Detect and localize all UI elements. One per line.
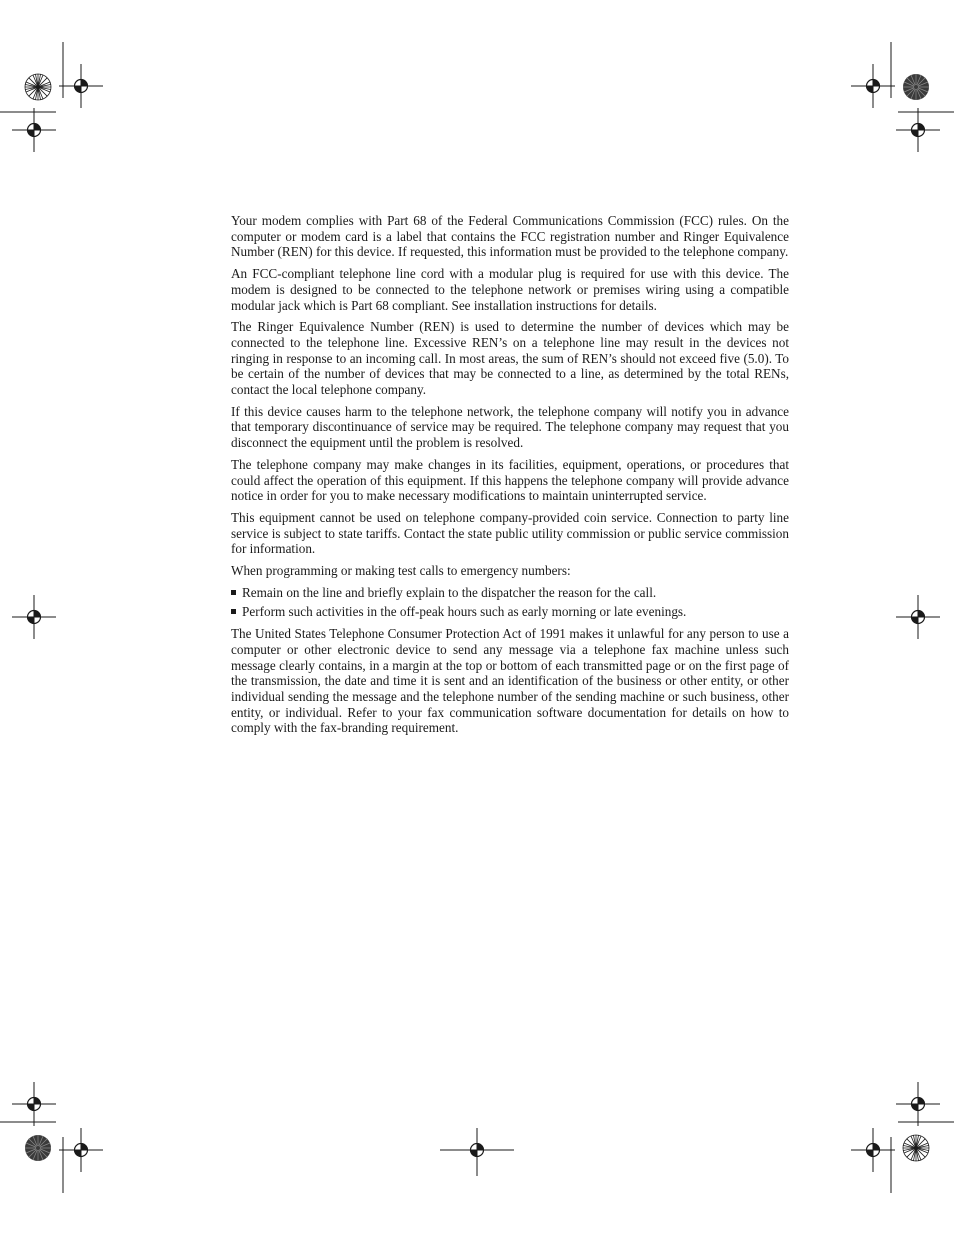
color-wheel-icon [903, 74, 929, 100]
paragraph-emergency-intro: When programming or making test calls to emergency numbers: [231, 563, 571, 579]
registration-mark-icon [896, 1082, 940, 1126]
registration-mark-icon [12, 595, 56, 639]
square-bullet-icon [231, 590, 236, 595]
registration-mark-icon [12, 108, 56, 152]
emergency-bullet-list [231, 585, 789, 620]
color-wheel-icon [903, 1135, 929, 1161]
paragraph-fcc-part68: Your modem complies with Part 68 of the Federal Communications Commission (FCC) rules. On the computer or modem card is a label that contains the FCC registration number and Ringer Equivalence Number (REN) for this device. If requested, this information must be provided to the telephone company. [231, 213, 789, 260]
registration-mark-icon [896, 108, 940, 152]
paragraph-tcpa: The United States Telephone Consumer Protection Act of 1991 makes it unlawful for any person to use a computer or other electronic device to send any message via a telephone fax machine unless such message clearly contains, in a margin at the top or bottom of each transmitted page or on the first page of the transmission, the date and time it is sent and an identification of the business or other entity, or other individual sending the message and the telephone number of the sending machine or such business, other entity, or individual. Refer to your fax communication software documentation for details on how to comply with the fax-branding requirement. [231, 626, 789, 736]
color-wheel-icon [25, 74, 51, 100]
fcc-compliance-text [231, 213, 789, 742]
list-item-text: Remain on the line and briefly explain to the dispatcher the reason for the call. [242, 584, 657, 600]
square-bullet-icon [231, 609, 236, 614]
paragraph-coin-service: This equipment cannot be used on telephone company-provided coin service. Connection to party line service is subject to state tariffs. Contact the state public utility commission or public service commission for information. [231, 509, 789, 557]
color-wheel-icon [25, 1135, 51, 1161]
paragraph-facility-changes: The telephone company may make changes in its facilities, equipment, operations, or procedures that could affect the operation of this equipment. If this happens the telephone company will provide advance notice in order for you to make necessary modifications to maintain uninterrupted service. [231, 456, 789, 504]
paragraph-ren: The Ringer Equivalence Number (REN) is used to determine the number of devices which may be connected to the telephone line. Excessive REN’s on a telephone line may result in the devices not ringing in response to an incoming call. In most areas, the sum of REN’s should not exceed five (5.0). To be certain of the number of devices that may be connected to a line, as determined by the total RENs, contact the local telephone company. [231, 319, 789, 398]
registration-mark-icon [59, 1128, 103, 1172]
registration-mark-icon [851, 1128, 895, 1172]
list-item [231, 604, 789, 620]
paragraph-line-cord: An FCC-compliant telephone line cord with a modular plug is required for use with this device. The modem is designed to be connected to the telephone network or premises wiring using a compatible modular jack which is Part 68 compliant. See installation instructions for details. [231, 266, 789, 313]
registration-mark-icon [851, 64, 895, 108]
registration-mark-icon [896, 595, 940, 639]
registration-mark-icon [59, 64, 103, 108]
list-item [231, 585, 789, 601]
list-item-text: Perform such activities in the off-peak hours such as early morning or late evenings. [242, 604, 687, 620]
registration-mark-icon [12, 1082, 56, 1126]
paragraph-network-harm: If this device causes harm to the telephone network, the telephone company will notify you in advance that temporary discontinuance of service may be required. The telephone company may request that you disconnect the equipment until the problem is resolved. [231, 403, 789, 451]
